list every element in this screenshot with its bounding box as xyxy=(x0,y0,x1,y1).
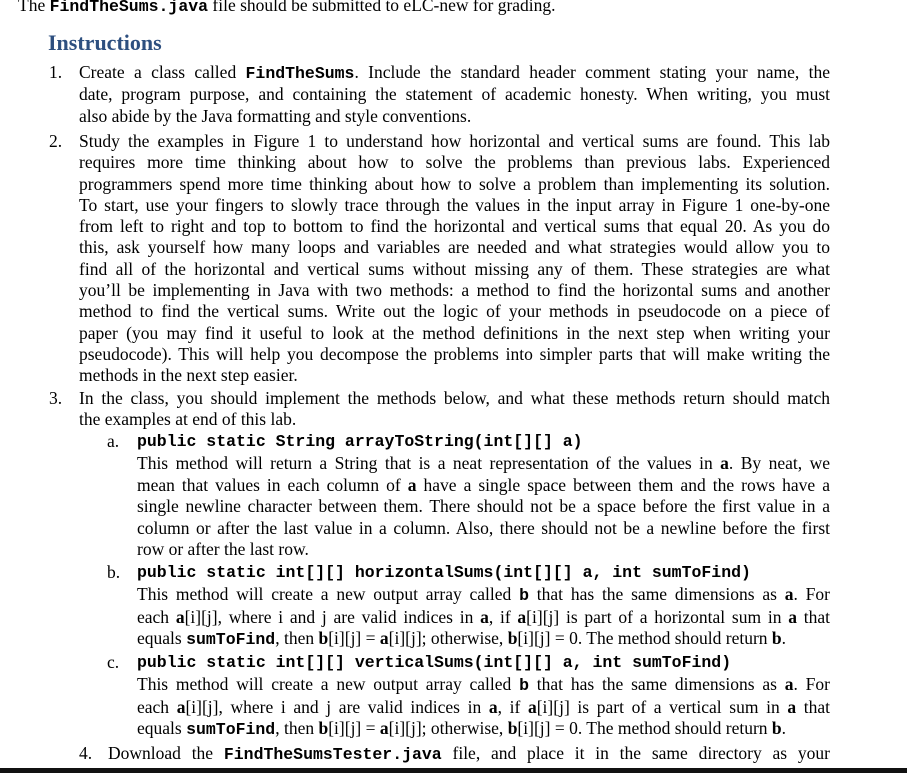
step-3-number: 3. xyxy=(49,388,63,408)
step-2-text: Study the examples in Figure 1 to understand how horizontal and vertical sums are found. This lab requires more time thinking about how to solve the problems than previous labs. Experienced programmers spend more time thinking about how to solve a problem than implementing its solution. To start, use your fingers to slowly trace through the values in the input array in Figure 1 one-by-one from left to right and top to bottom to find the horizontal and vertical sums that equal 20. As you do this, ask yourself how many loops and variables are needed and what strategies would allow you to find all of the horizontal and vertical sums without missing any of them. These strategies are what you’ll be implementing in Java with two methods: a method to find the horizontal sums and another method to find the vertical sums. Write out the logic of your methods in pseudocode on a piece of paper (you may find it useful to look at the method definitions in the next step when writing your pseudocode). This will help you decompose the problems into simpler parts that will make writing the methods in the next step easier. xyxy=(79,131,830,386)
tester-filename-code: FindTheSumsTester.java xyxy=(223,745,442,764)
step-3a-letter: a. xyxy=(107,431,120,451)
class-name-code: FindTheSums xyxy=(245,64,355,83)
step-3c-letter: c. xyxy=(107,652,120,672)
step-1-text: Create a class called FindTheSums. Include the standard header comment stating your name, the date, program purpose, and containing the statement of academic honesty. When writing, you must also abide by the Java formatting and style conventions. xyxy=(79,62,830,126)
step-3-text: In the class, you should implement the methods below, and what these methods return should match the examples at end of this lab. xyxy=(79,388,830,430)
submission-note: The FindTheSums.java file should be submitted to eLC-new for grading. xyxy=(18,0,898,18)
step-2-number: 2. xyxy=(49,131,63,151)
horizontal-sums-signature: public static int[][] horizontalSums(int[][] a, int sumToFind) xyxy=(137,563,751,582)
vertical-sums-description: This method will create a new output array called b that has the same dimensions as a. For each a[i][j], where i and j are valid indices in a, if a[i][j] is part of a vertical sum in a that equals sumToFind, then b[i][j] = a[i][j]; otherwise, b[i][j] = 0. The method should return b. xyxy=(137,674,830,740)
step-4-text: Download the FindTheSumsTester.java file, and place it in the same directory as your xyxy=(108,743,830,764)
filename-code: FindTheSums.java xyxy=(49,0,209,16)
step-3b-letter: b. xyxy=(107,562,121,582)
page-bottom-edge xyxy=(0,768,907,773)
step-4-number: 4. xyxy=(79,743,93,763)
instructions-heading: Instructions xyxy=(48,30,162,55)
array-to-string-signature: public static String arrayToString(int[][] a) xyxy=(137,432,583,451)
horizontal-sums-description: This method will create a new output array called b that has the same dimensions as a. For each a[i][j], where i and j are valid indices in a, if a[i][j] is part of a horizontal sum in a that equals sumToFind, then b[i][j] = a[i][j]; otherwise, b[i][j] = 0. The method should return b. xyxy=(137,584,830,650)
array-to-string-description: This method will return a String that is a neat representation of the values in a. By neat, we mean that values in each column of a have a single space between them and the rows have a single newline character between them. There should not be a space before the first value in a column or after the last value in a column. Also, there should not be a newline before the first row or after the last row. xyxy=(137,453,831,560)
vertical-sums-signature: public static int[][] verticalSums(int[][] a, int sumToFind) xyxy=(137,653,732,672)
step-1-number: 1. xyxy=(49,62,63,82)
